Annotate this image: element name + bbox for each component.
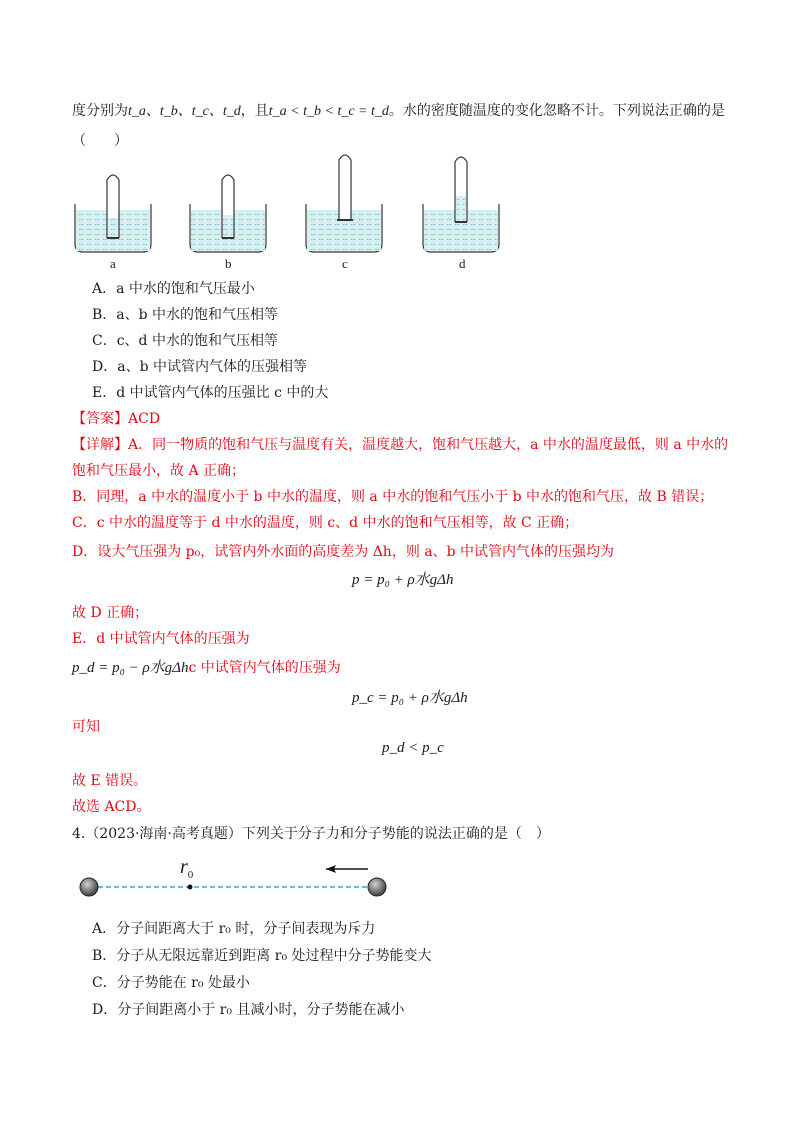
q3-option-a: A．a 中水的饱和气压最小 bbox=[92, 281, 255, 297]
q3-option-d: D．a、b 中试管内气体的压强相等 bbox=[92, 359, 307, 375]
equation-2: p_d = p₀ − ρ水gΔh bbox=[72, 660, 189, 676]
equation-3: p_c = p₀ + ρ水gΔh bbox=[352, 690, 468, 706]
detail-a-line2: 饱和气压最小，故 A 正确； bbox=[72, 463, 246, 479]
beaker-a bbox=[75, 175, 151, 252]
detail-e: E．d 中试管内气体的压强为 bbox=[72, 631, 250, 647]
label-d: d bbox=[459, 256, 466, 271]
label-a: a bbox=[110, 256, 116, 271]
r0-label: $r_0$ bbox=[180, 856, 194, 881]
equation-4: p_d < p_c bbox=[382, 740, 444, 756]
q4-option-a: A．分子间距离大于 r₀ 时，分子间表现为斥力 bbox=[92, 921, 376, 937]
beakers-figure bbox=[70, 152, 520, 274]
detail-d: D．设大气压强为 p₀，试管内外水面的高度差为 Δh，则 a、b 中试管内气体的压强均为 bbox=[72, 544, 615, 560]
detail-e-end: 故 E 错误。 bbox=[72, 773, 148, 789]
q3-stem-line2: （ ） bbox=[72, 133, 128, 149]
label-b: b bbox=[225, 256, 232, 271]
q3-option-c: C．c、d 中水的饱和气压相等 bbox=[92, 333, 278, 349]
beaker-b bbox=[190, 175, 266, 252]
stem-temps: t_a、t_b、t_c、t_d bbox=[128, 104, 241, 119]
q4-stem: 4.（2023·海南·高考真题）下列关于分子力和分子势能的说法正确的是（ ） bbox=[72, 826, 550, 842]
label-c: c bbox=[342, 256, 348, 271]
q3-option-e: E．d 中试管内气体的压强比 c 中的大 bbox=[92, 385, 329, 401]
molecule-figure bbox=[72, 856, 402, 904]
detail-b: B．同理，a 中水的温度小于 b 中水的温度，则 a 中水的饱和气压小于 b 中水的饱和气压，故 B 错误； bbox=[72, 489, 714, 505]
q3-option-b: B．a、b 中水的饱和气压相等 bbox=[92, 307, 279, 323]
equation-2-line: p_d = p₀ − ρ水gΔhc 中试管内气体的压强为 bbox=[72, 660, 341, 676]
keyi-text: 可知 bbox=[72, 719, 100, 735]
q3-stem-line1: 度分别为t_a、t_b、t_c、t_d，且t_a < t_b < t_c = t_d。水的密度随温度的变化忽略不计。下列说法正确的是 bbox=[72, 103, 725, 119]
beaker-d bbox=[423, 157, 499, 252]
answer-line: 【答案】ACD bbox=[72, 411, 161, 427]
final-answer: 故选 ACD。 bbox=[72, 799, 151, 815]
beaker-c bbox=[306, 155, 382, 252]
equation-1: p = p₀ + ρ水gΔh bbox=[352, 572, 454, 588]
q4-option-d: D．分子间距离小于 r₀ 且减小时，分子势能在减小 bbox=[92, 1002, 405, 1018]
q4-option-c: C．分子势能在 r₀ 处最小 bbox=[92, 975, 250, 991]
q4-option-b: B．分子从无限远靠近到距离 r₀ 处过程中分子势能变大 bbox=[92, 948, 432, 964]
stem-relation: t_a < t_b < t_c = t_d bbox=[268, 104, 389, 119]
answer-value: ACD bbox=[128, 411, 161, 427]
detail-c: C．c 中水的温度等于 d 中水的温度，则 c、d 中水的饱和气压相等，故 C 正确； bbox=[72, 515, 579, 531]
detail-a-line1: 【详解】A．同一物质的饱和气压与温度有关，温度越大，饱和气压越大，a 中水的温度最低，则 a 中水的 bbox=[72, 437, 729, 453]
detail-d-end: 故 D 正确； bbox=[72, 605, 149, 621]
